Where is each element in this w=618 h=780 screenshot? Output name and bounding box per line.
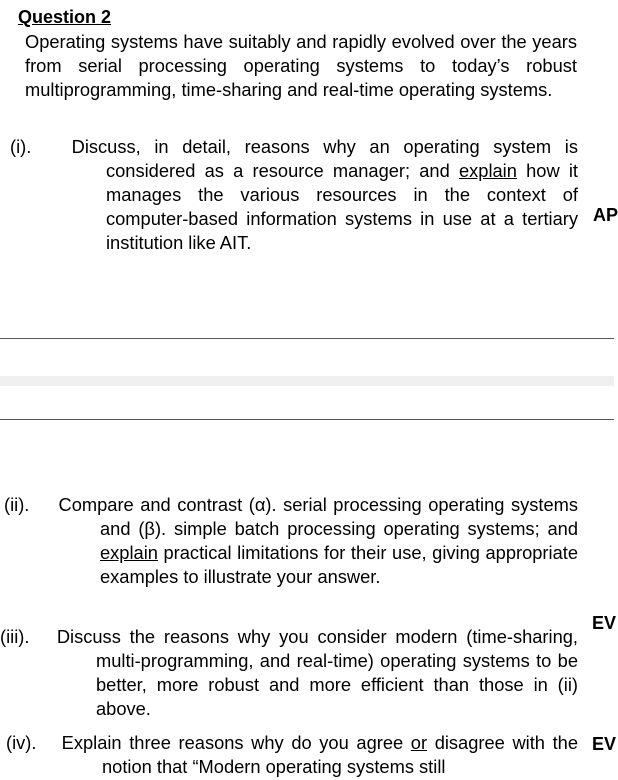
- sub-question-text: Explain three reasons why do you agree: [54, 732, 411, 753]
- underlined-keyword: explain: [458, 160, 517, 181]
- sub-question-text: how it manages the various resources in the context of computer-based information systems in use at a tertiary institution like AIT.: [106, 160, 578, 253]
- cognitive-level-tag: EV: [592, 613, 617, 633]
- sub-question-iii: (iii). Discuss the reasons why you consider modern (time-sharing, multi-programming, and real-time) operating systems to be better, more robust and more efficient than those in (ii) above.: [0, 626, 578, 719]
- cognitive-level-tag: AP: [593, 205, 618, 225]
- sub-question-text: practical limitations for their use, giving appropriate examples to illustrate your answer.: [100, 542, 578, 587]
- underlined-keyword: explain: [100, 542, 158, 563]
- sub-question-text: disagree with the notion that “Modern operating systems still: [102, 732, 579, 777]
- underlined-keyword: or: [410, 732, 428, 753]
- question-title: Question 2: [18, 7, 112, 27]
- sub-question-text: Compare and contrast (α). serial processing operating systems and (β). simple batch processing operating systems; and: [52, 494, 578, 539]
- sub-question-i: (i). Discuss, in detail, reasons why an operating system is considered as a resource manager; and explain how it manages the various resources in the context of computer-based information systems in use at a tertiary institution like AIT.: [10, 136, 578, 253]
- answer-area-top-rule: [0, 338, 614, 339]
- sub-question-text: Discuss, in detail, reasons why an operating system is considered as a resource manager; and: [58, 136, 578, 181]
- answer-area-bottom-rule: [0, 419, 614, 420]
- sub-question-ii: (ii). Compare and contrast (α). serial processing operating systems and (β). simple batch processing operating systems; and explain practical limitations for their use, giving appropriate examples to illustrate your answer.: [4, 494, 578, 587]
- sub-question-text: Discuss the reasons why you consider modern (time-sharing, multi-programming, and real-time) operating systems to be better, more robust and more efficient than those in (ii) above.: [48, 626, 578, 719]
- answer-area-band: [0, 376, 614, 386]
- sub-question-iv: (iv). Explain three reasons why do you agree or disagree with the notion that “Modern operating systems still: [6, 732, 579, 777]
- cognitive-level-tag: EV: [592, 734, 617, 754]
- question-intro: Operating systems have suitably and rapidly evolved over the years from serial processing operating systems to today’s robust multiprogramming, time-sharing and real-time operating systems.: [25, 31, 577, 100]
